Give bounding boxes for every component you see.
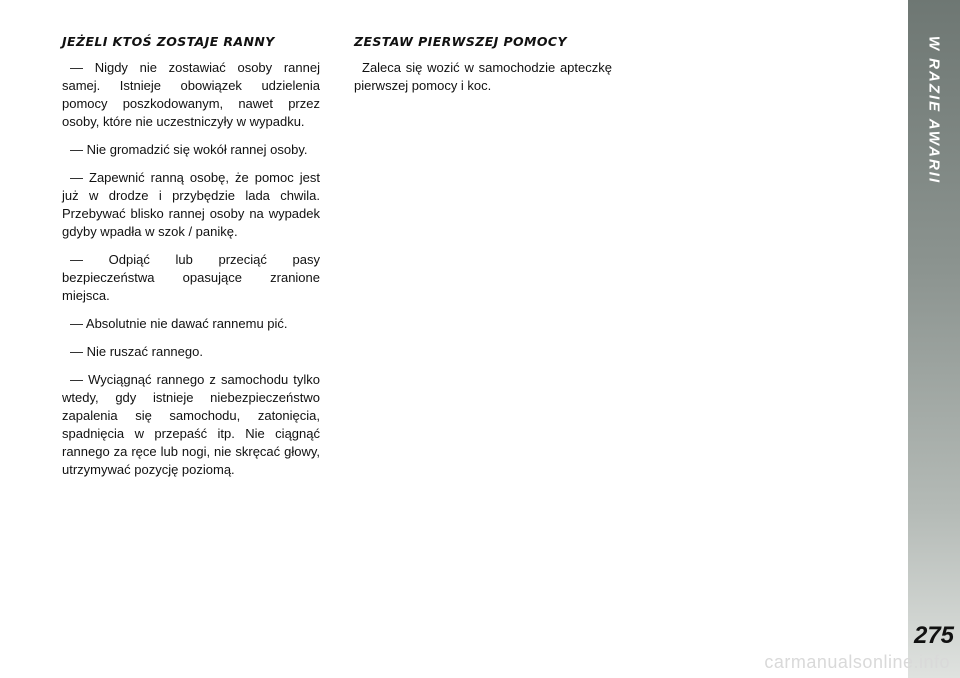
- paragraph: — Nigdy nie zostawiać osoby rannej samej. Istnieje obowiązek udzielenia pomocy poszkodowanym, nawet przez osoby, które nie uczestniczyły w wypadku.: [62, 60, 320, 129]
- paragraph: — Absolutnie nie dawać rannemu pić.: [70, 316, 288, 331]
- section-title: W RAZIE AWARII: [925, 35, 943, 185]
- left-column: [62, 34, 320, 489]
- paragraph: — Odpiąć lub przeciąć pasy bezpieczeństwa opasujące zranione miejsca.: [62, 252, 320, 303]
- watermark: carmanualsonline.info: [764, 652, 950, 672]
- paragraph: — Nie gromadzić się wokół rannej osoby.: [70, 142, 308, 157]
- paragraph: Zaleca się wozić w samochodzie apteczkę pierwszej pomocy i koc.: [354, 60, 612, 93]
- first-aid-kit-heading: ZESTAW PIERWSZEJ POMOCY: [354, 34, 567, 49]
- paragraph: — Zapewnić ranną osobę, że pomoc jest już w drodze i przybędzie lada chwila. Przebywać blisko rannej osoby na wypadek gdyby wpadła w szok / panikę.: [62, 170, 320, 239]
- page-number: 275: [913, 622, 955, 649]
- right-column: [354, 34, 612, 105]
- injured-person-heading: JEŻELI KTOŚ ZOSTAJE RANNY: [62, 34, 275, 49]
- paragraph: — Nie ruszać rannego.: [70, 344, 203, 359]
- paragraph: — Wyciągnąć rannego z samochodu tylko wtedy, gdy istnieje niebezpieczeństwo zapalenia się samochodu, zatonięcia, spadnięcia w przepaść itp. Nie ciągnąć rannego za ręce lub nogi, nie skręcać głowy, utrzymywać pozycję poziomą.: [62, 372, 320, 477]
